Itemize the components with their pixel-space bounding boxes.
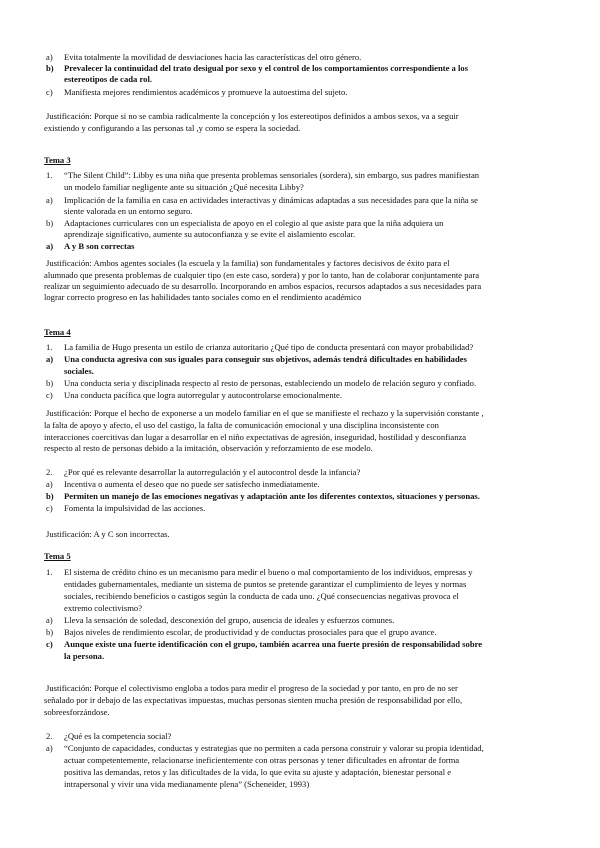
justification: Justificación: Ambos agentes sociales (la escuela y la familia) son fundamentales y factores decisivos de éxito para el <box>46 258 450 268</box>
option-text-correct: la persona. <box>64 651 105 661</box>
option-text: “Conjunto de capacidades, conductas y estrategias que no permiten a cada persona construir y valorar su propia identidad, <box>64 743 484 753</box>
justification: Justificación: A y C son incorrectas. <box>46 529 170 539</box>
option-marker: c) <box>46 639 53 649</box>
justification: señalado por ir debajo de las expectativas impuestas, muchas personas sienten mucha presión de responsabilidad por ello, <box>44 695 463 705</box>
section-title: Tema 4 <box>44 327 71 337</box>
justification: Justificación: Porque si no se cambia radicalmente la concepción y los estereotipos definidos a ambos sexos, va a seguir <box>46 111 459 121</box>
option-text: actuar competentemente, relacionarse ineficientemente con otras personas y tener dificultades en afrontar de forma <box>64 755 460 765</box>
justification: lograr correcto progreso en las habilidades tanto sociales como en el rendimiento académico <box>44 292 362 302</box>
option-text-correct: sociales. <box>64 366 94 376</box>
question-number: 2. <box>46 467 53 477</box>
justification: alumnado que presenta problemas de cualquier tipo (en este caso, sordera) y por lo tanto, han de colaborar conjuntamente para <box>44 270 480 280</box>
option-marker: b) <box>46 378 54 388</box>
option-text-correct: Permiten un manejo de las emociones negativas y adaptación ante los diferentes contextos, situaciones y personas. <box>64 491 480 501</box>
option-text: Adaptaciones curriculares con un especialista de apoyo en el colegio al que asiste para que la niña adquiera un <box>64 218 444 228</box>
option-text-correct: A y B son correctas <box>64 241 135 251</box>
option-marker: c) <box>46 503 53 513</box>
option-marker: a) <box>46 354 54 364</box>
option-marker: b) <box>46 63 54 73</box>
justification: realizar un seguimiento adecuado de su desarrollo. Incorporando en ambos espacios, recursos adaptados a sus necesidades para <box>44 281 482 291</box>
question-text: extremo colectivismo? <box>64 603 143 613</box>
option-text-correct: Aunque existe una fuerte identificación con el grupo, también acarrea una fuerte presión de responsabilidad sobre <box>64 639 483 649</box>
option-text: Evita totalmente la movilidad de desviaciones hacia las características del otro género. <box>64 52 362 62</box>
option-text-correct: estereotipos de cada rol. <box>64 74 152 84</box>
option-text-correct: Prevalecer la continuidad del trato desigual por sexo y el control de los comportamientos correspondiente a los <box>64 63 469 73</box>
question-text: El sistema de crédito chino es un mecanismo para medir el bueno o mal comportamiento de los individuos, empresas y <box>64 567 473 577</box>
justification: sobreesforzándose. <box>44 707 110 717</box>
option-marker: a) <box>46 195 53 205</box>
option-text: Fomenta la impulsividad de las acciones. <box>64 503 206 513</box>
section-title: Tema 3 <box>44 155 71 165</box>
option-text: Incentiva o aumenta el deseo que no puede ser satisfecho inmediatamente. <box>64 479 320 489</box>
option-text: positiva las demandas, retos y las dificultades de la vida, lo que evita su ajuste y adaptación, bienestar personal e <box>64 767 452 777</box>
option-text: Una conducta seria y disciplinada respecto al resto de personas, estableciendo un modelo de relación seguro y confiado. <box>64 378 477 388</box>
question-text: ¿Qué es la competencia social? <box>64 731 172 741</box>
question-text: un modelo familiar negligente ante su situación ¿Qué necesita Libby? <box>64 182 304 192</box>
question-text: “The Silent Child”: Libby es una niña que presenta problemas sensoriales (sordera), sin embargo, sus padres manifiestan <box>64 170 480 180</box>
section-title: Tema 5 <box>44 551 71 561</box>
option-text: intrapersonal y vivir una vida medianamente plena” (Scheneider, 1993) <box>64 779 310 789</box>
question-text: entidades gubernamentales, mediante un sistema de puntos se pretende garantizar el cumplimiento de leyes y normas <box>64 579 467 589</box>
justification: Justificación: Porque el hecho de exponerse a un modelo familiar en el que se manifieste el rechazo y la supervisión constante , <box>46 408 484 418</box>
justification: respecto al resto de personas debido a la imitación, observación y reforzamiento de ese modelo. <box>44 443 373 453</box>
question-text: ¿Por qué es relevante desarrollar la autorregulación y el autocontrol desde la infancia? <box>64 467 361 477</box>
justification: existiendo y configurando a las personas tal ,y como se espera la sociedad. <box>44 123 301 133</box>
option-marker: a) <box>46 615 53 625</box>
option-marker: a) <box>46 743 53 753</box>
option-text-correct: Una conducta agresiva con sus iguales para conseguir sus objetivos, además tendrá dificultades en habilidades <box>64 354 467 364</box>
question-text: La familia de Hugo presenta un estilo de crianza autoritario ¿Qué tipo de conducta presentará con mayor probabilidad? <box>64 342 474 352</box>
question-number: 1. <box>46 567 53 577</box>
justification: Justificación: Porque el colectivismo engloba a todos para medir el progreso de la sociedad y por tanto, en pro de no ser <box>46 683 458 693</box>
option-text: Lleva la sensación de soledad, desconexión del grupo, ausencia de ideales y esfuerzos comunes. <box>64 615 395 625</box>
option-marker: b) <box>46 627 54 637</box>
option-text: siente valorada en un entorno seguro. <box>64 206 193 216</box>
option-marker: a) <box>46 52 53 62</box>
option-marker: c) <box>46 390 53 400</box>
question-number: 1. <box>46 170 53 180</box>
justification: la falta de apoyo y afecto, el uso del castigo, la falta de comunicación emocional y una disciplina inconsistente con <box>44 420 439 430</box>
option-text: Una conducta pacífica que logra autorregular y autocontrolarse emocionalmente. <box>64 390 342 400</box>
option-marker: a) <box>46 479 53 489</box>
option-marker: a) <box>46 241 54 251</box>
justification: interacciones coercitivas dan lugar a desarrollar en el niño expectativas de agresión, inseguridad, hostilidad y desconfianza <box>44 432 467 442</box>
option-text: aprendizaje significativo, aumente su autoconfianza y se evite el aislamiento escolar. <box>64 229 356 239</box>
option-marker: b) <box>46 218 54 228</box>
option-text: Manifiesta mejores rendimientos académicos y promueve la autoestima del sujeto. <box>64 87 348 97</box>
question-text: sociales, recibiendo beneficios o castigos según la conducta de cada uno. ¿Qué consecuencias negativas provoca el <box>64 591 459 601</box>
question-number: 1. <box>46 342 53 352</box>
question-number: 2. <box>46 731 53 741</box>
option-text: Implicación de la familia en casa en actividades interactivas y dinámicas adaptadas a sus necesidades para que la niña se <box>64 195 478 205</box>
option-marker: b) <box>46 491 54 501</box>
option-marker: c) <box>46 87 53 97</box>
option-text: Bajos niveles de rendimiento escolar, de productividad y de conductas prosociales para que el grupo avance. <box>64 627 437 637</box>
